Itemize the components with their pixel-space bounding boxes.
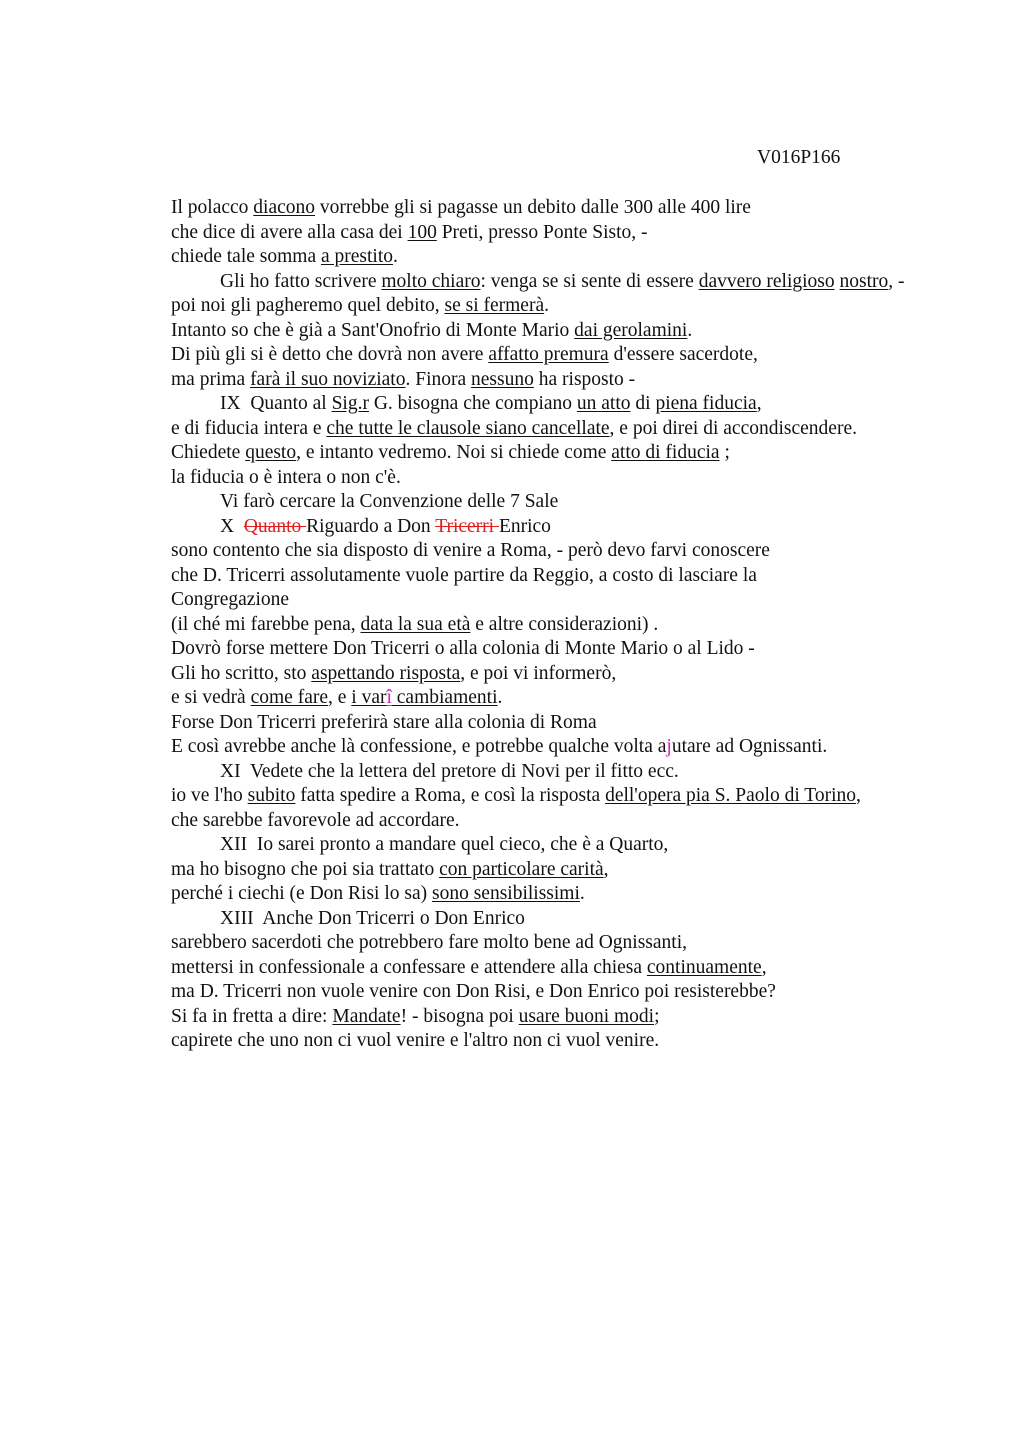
text-segment: G. bisogna che compiano (368, 393, 577, 414)
text-segment: , (761, 956, 767, 978)
underlined-text: davvero religioso (698, 270, 835, 292)
text-line (171, 392, 991, 417)
text-segment: mettersi in confessionale a confessare e attendere alla chiesa (171, 956, 647, 978)
text-line (171, 711, 991, 736)
text-segment: che dice di avere alla casa dei (171, 221, 408, 243)
text-line (171, 319, 991, 344)
text-segment: . (544, 295, 549, 316)
text-segment: (il ché mi farebbe pena, (171, 613, 361, 635)
struck-text: Tricerri (435, 515, 499, 537)
text-segment: E così avrebbe anche là confessione, e potrebbe qualche volta a (171, 736, 667, 757)
text-line (171, 588, 991, 613)
text-line (171, 956, 991, 981)
text-segment: Gli ho fatto scrivere (220, 270, 382, 292)
text-segment: fatta spedire a Roma, e così la risposta (295, 785, 606, 806)
underlined-text: aspettando risposta (311, 662, 461, 684)
struck-text: Quanto (243, 515, 307, 537)
text-segment: che sarebbe favorevole ad accordare. (171, 809, 460, 831)
text-segment: XII Io sarei pronto a mandare quel cieco, che è a Quarto, (220, 834, 669, 855)
text-segment: Chiedete (171, 442, 246, 463)
underlined-text: che tutte le clausole siano cancellate (326, 417, 610, 439)
text-segment: ma ho bisogno che poi sia trattato (171, 858, 440, 880)
text-line (171, 441, 991, 466)
text-segment: Dovrò forse mettere Don Tricerri o alla colonia di Monte Mario o al Lido - (171, 638, 755, 659)
text-line (171, 907, 991, 932)
text-line (171, 784, 991, 809)
text-segment: Il polacco (171, 197, 254, 218)
text-line (171, 858, 991, 883)
underlined-text: nessuno (471, 368, 534, 390)
underlined-text: dai gerolamini (574, 319, 688, 341)
text-line (171, 686, 991, 711)
text-segment: e si vedrà (171, 687, 251, 708)
text-segment: , e intanto vedremo. Noi si chiede come (296, 442, 612, 463)
underlined-text: dell'opera pia S. Paolo di Torino (605, 785, 856, 806)
text-line (171, 662, 991, 687)
text-segment: la fiducia o è intera o non c'è. (171, 466, 401, 488)
text-segment: Di più gli si è detto che dovrà non avere (171, 344, 489, 365)
text-segment: , (756, 393, 762, 414)
text-line (171, 539, 991, 564)
text-line (171, 564, 991, 589)
inserted-text: î (386, 687, 392, 708)
underlined-text: sono sensibilissimi (432, 883, 580, 904)
text-segment: vorrebbe gli si pagasse un debito dalle 300 alle 400 lire (315, 197, 751, 218)
text-segment: d'essere sacerdote, (608, 344, 758, 365)
underlined-text: piena fiducia (655, 393, 757, 414)
page-id: V016P166 (757, 147, 841, 168)
text-line (171, 760, 991, 785)
text-segment: Riguardo a Don (306, 515, 436, 537)
text-segment: : venga se si sente di essere (480, 270, 699, 292)
text-line (171, 368, 991, 393)
text-segment: Si fa in fretta a dire: (171, 1005, 333, 1027)
text-line (171, 833, 991, 858)
text-segment: ma prima (171, 368, 251, 390)
text-segment: sarebbero sacerdoti che potrebbero fare molto bene ad Ognissanti, (171, 932, 688, 953)
text-segment: chiede tale somma (171, 246, 321, 267)
text-segment: e di fiducia intera e (171, 417, 327, 439)
text-line (171, 1005, 991, 1030)
text-segment: ha risposto - (533, 368, 636, 390)
underlined-text: farà il suo noviziato (250, 368, 406, 390)
text-segment: utare ad Ognissanti. (671, 736, 828, 757)
text-segment: ! - bisogna poi (400, 1005, 519, 1027)
letter-body (171, 196, 991, 1054)
inserted-text: j (666, 736, 672, 757)
text-line (171, 245, 991, 270)
text-line (171, 343, 991, 368)
underlined-text: con particolare carità (439, 858, 604, 880)
text-segment: perché i ciechi (e Don Risi lo sa) (171, 883, 432, 904)
underlined-text: se si fermerà (444, 295, 545, 316)
text-segment: XI Vedete che la lettera del pretore di Novi per il fitto ecc. (220, 760, 679, 782)
text-segment: Preti, presso Ponte Sisto, - (436, 221, 648, 243)
underlined-text: come fare (250, 687, 328, 708)
underlined-text: affatto premura (488, 344, 609, 365)
text-segment: e altre considerazioni) . (470, 613, 659, 635)
text-segment: ; (719, 442, 730, 463)
text-line (171, 637, 991, 662)
underlined-text: Mandate (332, 1005, 401, 1027)
text-segment: X (220, 515, 244, 537)
text-line (171, 221, 991, 246)
text-segment: . (497, 687, 503, 708)
text-segment: ma D. Tricerri non vuole venire con Don Risi, e Don Enrico poi resisterebbe? (171, 981, 776, 1002)
underlined-text: i var (351, 687, 387, 708)
text-segment: , - (888, 270, 905, 292)
text-line (171, 980, 991, 1005)
text-segment: sono contento che sia disposto di venire a Roma, - però devo farvi conoscere (171, 540, 770, 561)
text-line (171, 1029, 991, 1054)
text-line (171, 882, 991, 907)
underlined-text: molto chiaro (381, 270, 481, 292)
text-line (171, 613, 991, 638)
text-segment: di (630, 393, 656, 414)
underlined-text: continuamente (646, 956, 762, 978)
text-line (171, 490, 991, 515)
text-line (171, 196, 991, 221)
text-segment: ; (654, 1005, 660, 1027)
text-line (171, 466, 991, 491)
text-segment: , e poi vi informerò, (460, 662, 617, 684)
text-segment: che D. Tricerri assolutamente vuole partire da Reggio, a costo di lasciare la (171, 564, 757, 586)
text-segment: , (855, 785, 861, 806)
underlined-text: 100 (407, 221, 437, 243)
text-segment: , e (328, 687, 352, 708)
underlined-text: cambiamenti (391, 687, 498, 708)
text-segment: Enrico (498, 515, 551, 537)
text-segment: poi noi gli pagheremo quel debito, (171, 295, 445, 316)
text-segment: io ve l'ho (171, 785, 248, 806)
text-segment: XIII Anche Don Tricerri o Don Enrico (220, 907, 525, 929)
text-segment: Gli ho scritto, sto (171, 662, 312, 684)
text-segment: . (687, 319, 693, 341)
text-line (171, 809, 991, 834)
underlined-text: nostro (839, 270, 889, 292)
text-line (171, 735, 991, 760)
underlined-text: data la sua età (360, 613, 471, 635)
text-segment: . (579, 883, 585, 904)
underlined-text: atto di fiducia (611, 442, 720, 463)
underlined-text: un atto (576, 393, 631, 414)
text-segment: Forse Don Tricerri preferirà stare alla colonia di Roma (171, 711, 597, 733)
underlined-text: subito (247, 785, 296, 806)
text-line (171, 515, 991, 540)
underlined-text: Sig.r (331, 393, 369, 414)
text-segment: , (603, 858, 609, 880)
text-line (171, 294, 991, 319)
text-segment: , e poi direi di accondiscendere. (609, 417, 857, 439)
underlined-text: a prestito (320, 246, 394, 267)
text-line (171, 931, 991, 956)
underlined-text: usare buoni modi (518, 1005, 655, 1027)
text-line (171, 270, 991, 295)
text-segment: capirete che uno non ci vuol venire e l'altro non ci vuol venire. (171, 1030, 660, 1051)
underlined-text: diacono (253, 197, 316, 218)
text-segment: Intanto so che è già a Sant'Onofrio di Monte Mario (171, 319, 575, 341)
text-segment: Vi farò cercare la Convenzione delle 7 Sale (220, 491, 559, 512)
text-segment: . Finora (405, 368, 472, 390)
text-segment: . (393, 246, 398, 267)
text-line (171, 417, 991, 442)
text-segment: Congregazione (171, 589, 290, 610)
underlined-text: questo (245, 442, 297, 463)
text-segment: IX Quanto al (220, 393, 332, 414)
